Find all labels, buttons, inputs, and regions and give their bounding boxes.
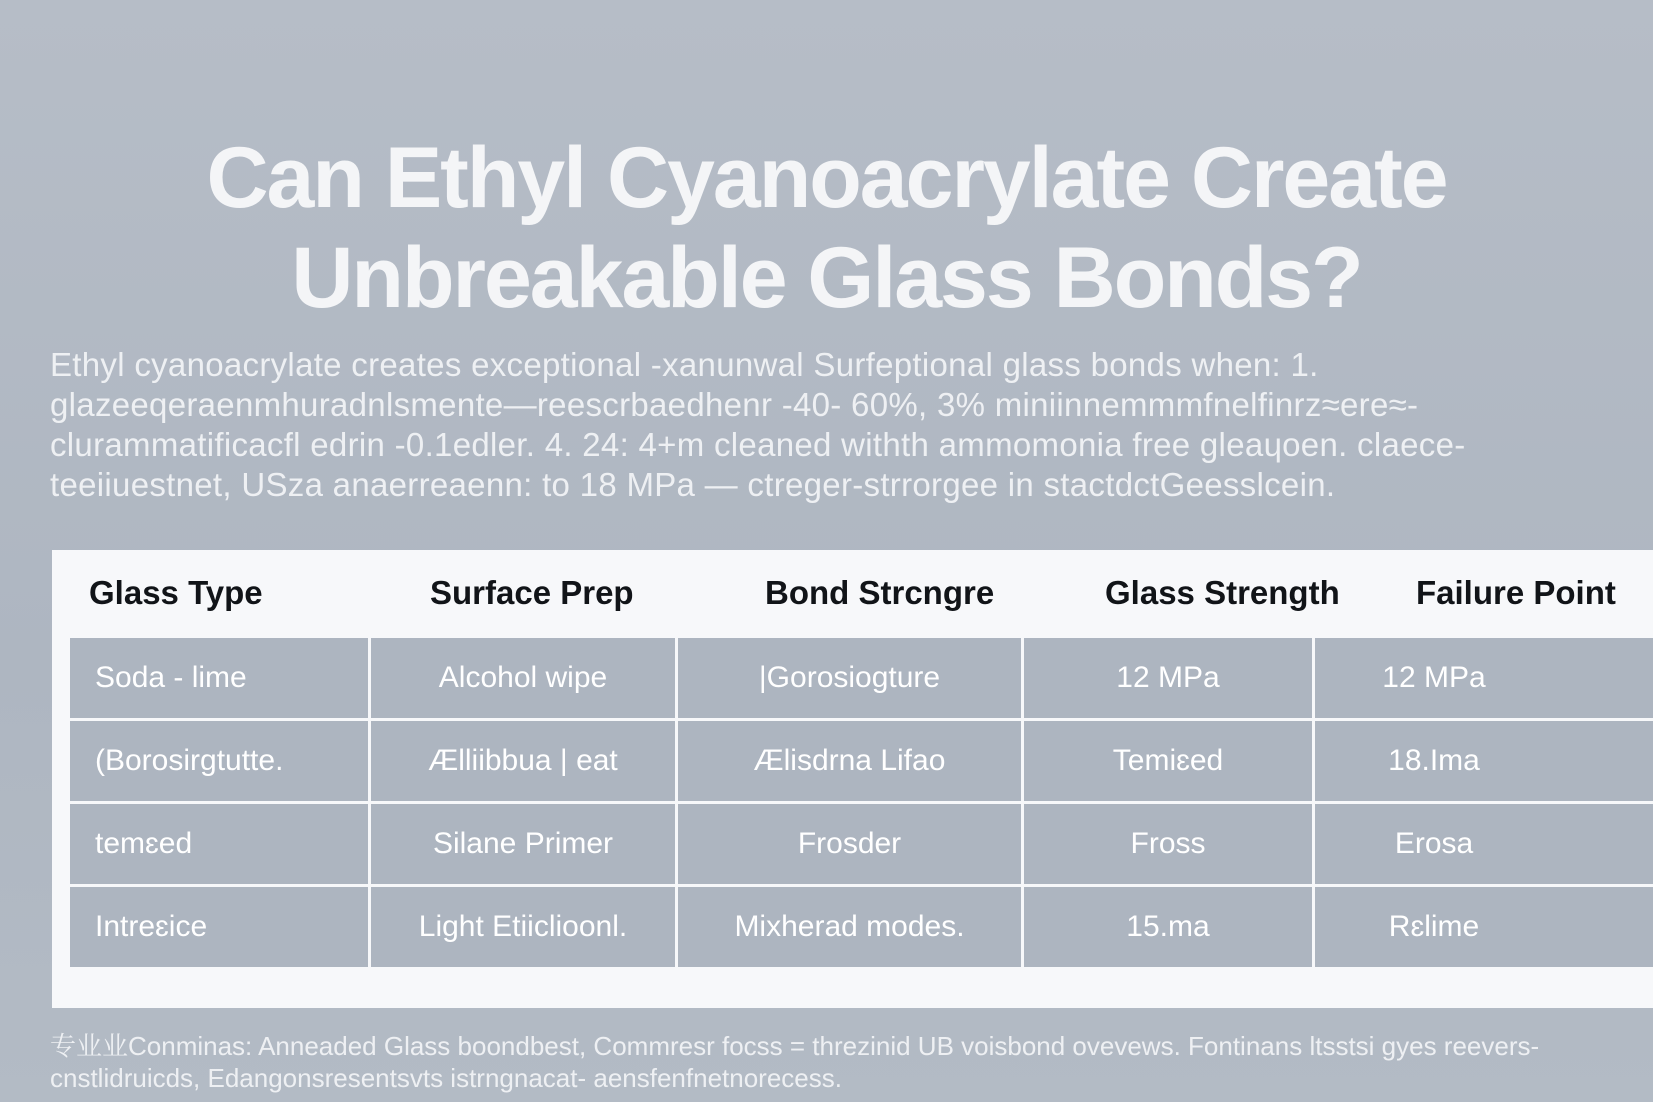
table-cell	[371, 721, 675, 801]
table-cell	[371, 887, 675, 967]
intro-line: teeiiuestnet, USza anaerreaenn: to 18 MPa — ctreger-strrorgee in stactdctGeesslcein.	[50, 466, 1336, 503]
table-cell	[371, 804, 675, 884]
table-cell	[70, 804, 368, 884]
column-header-failure-point: Failure Point	[1416, 574, 1616, 611]
title-line-2: Unbreakable Glass Bonds?	[291, 230, 1362, 326]
table-cell	[1024, 721, 1312, 801]
footer-line: cnstlidruicds, Edangonsresentsvts istrngnacat- aensfenfnetnorecess.	[50, 1063, 842, 1093]
cell-text: (Borosirgtutte.	[95, 744, 284, 777]
table-cell	[678, 638, 1021, 718]
intro-line: Ethyl cyanoacrylate creates exceptional -xanunwal Surfeptional glass bonds when: 1.	[50, 346, 1319, 383]
cell-text: |Gorosiogture	[758, 661, 941, 694]
cell-text: Silane Primer	[432, 827, 614, 860]
footer-line: 专业业Conminas: Anneaded Glass boondbest, Commresr focss = threzinid UB voisbond ovevews. Fontinans ltsstsi gyes reevers-	[50, 1031, 1540, 1061]
table-cell	[678, 887, 1021, 967]
table-cell	[1024, 887, 1312, 967]
cell-text: Ælliibbua | eat	[428, 744, 618, 777]
cell-text: Light Etiiclioonl.	[418, 910, 628, 943]
page-title	[0, 128, 1653, 328]
cell-text: Intreɛice	[95, 910, 208, 943]
cell-text: 12 MPa	[1382, 661, 1486, 694]
table-cell	[1315, 887, 1653, 967]
cell-text: 12 MPa	[1116, 661, 1220, 694]
table-cell	[1024, 804, 1312, 884]
column-header-bond-strength: Bond Strcngre	[765, 574, 995, 611]
table-cell	[70, 638, 368, 718]
table-cell	[1315, 804, 1653, 884]
intro-paragraph	[50, 345, 1630, 505]
cell-text: Frosder	[797, 827, 902, 860]
column-header-glass-type: Glass Type	[89, 574, 263, 611]
column-header-glass-strength: Glass Strength	[1105, 574, 1340, 611]
table-cell	[678, 721, 1021, 801]
cell-text: temɛed	[95, 827, 193, 860]
cell-text: 15.ma	[1126, 910, 1210, 943]
cell-text: Rɛlime	[1388, 910, 1480, 943]
cell-text: Erosa	[1394, 827, 1474, 860]
intro-line: glazeeqeraenmhuradnlsmente—reescrbaedhenr -40- 60%, 3% miniinnemmmfnelfinrz≈ere≈-	[50, 386, 1419, 423]
cell-text: Ælisdrna Lifao	[753, 744, 946, 777]
table-cell	[371, 638, 675, 718]
table-cell	[1024, 638, 1312, 718]
cell-text: Fross	[1130, 827, 1206, 860]
cell-text: Mixherad modes.	[734, 910, 965, 943]
table-cell	[1315, 721, 1653, 801]
table-cell	[70, 887, 368, 967]
intro-line: clurammatificacfl edrin -0.1edler. 4. 24: 4+m cleaned withth ammomonia free gleaɥoen. claece-	[50, 426, 1466, 463]
cell-text: Alcohol wipe	[438, 661, 608, 694]
comparison-table	[52, 550, 1653, 1008]
table-header-row	[52, 550, 1653, 638]
table-cell	[70, 721, 368, 801]
column-header-surface-prep: Surface Prep	[430, 574, 634, 611]
footer-note	[50, 1030, 1650, 1094]
cell-text: Temiɛed	[1112, 744, 1224, 777]
cell-text: 18.Ima	[1388, 744, 1480, 777]
table-body	[70, 638, 1653, 992]
table-cell	[678, 804, 1021, 884]
table-cell	[1315, 638, 1653, 718]
title-line-1: Can Ethyl Cyanoacrylate Create	[206, 130, 1447, 226]
cell-text: Soda - lime	[95, 661, 247, 694]
